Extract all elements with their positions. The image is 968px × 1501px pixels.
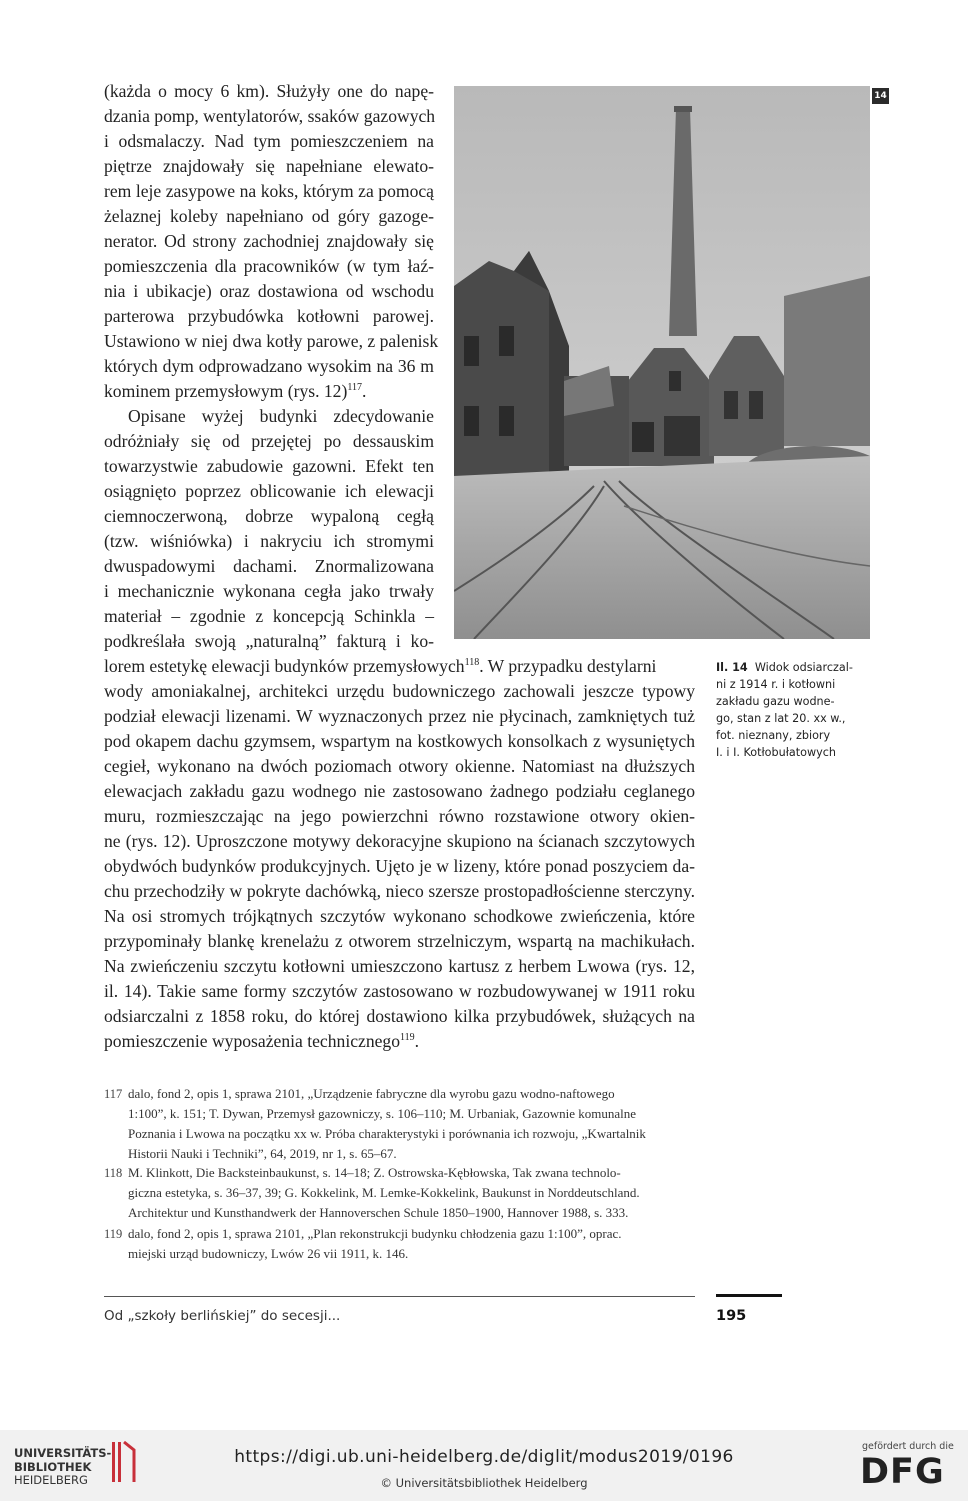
text-line: nerator. Od strony zachodniej znajdowały się [104, 231, 434, 251]
caption-line: zakładu gazu wodne- [716, 695, 835, 708]
text-line: dwuspadowymi dachami. Znormalizowana [104, 556, 434, 576]
footnote-line: miejski urząd budowniczy, Lwów 26 vii 1911, k. 146. [128, 1246, 409, 1261]
text-line: piętrze znajdowały się napełniane elewato- [104, 156, 434, 176]
text-line: podział elewacji lizenami. W wyznaczonych przez nie płycinach, zamkniętych tuż [104, 706, 695, 726]
text-line: materiał – zgodnie z koncepcją Schinkla – [104, 606, 434, 626]
text-line: których dym odprowadzano wysokim na 36 m [104, 356, 434, 376]
footer-rule [104, 1296, 695, 1297]
text-line: podkreślała swoją „naturalną” fakturą i ko- [104, 631, 434, 651]
footnote-ref-117[interactable]: 117 [347, 382, 362, 394]
footnote-number: 119 [104, 1227, 123, 1241]
footnote-ref-118[interactable]: 118 [464, 657, 480, 669]
caption-line: ni z 1914 r. i kotłowni [716, 678, 836, 691]
text-line: (tzw. wiśniówka) i nakryciu ich stromymi [104, 531, 434, 551]
text-line: cegieł, wykonano na dwóch poziomach otwory okienne. Natomiast na dłuższych [104, 756, 695, 776]
figure-number-badge: 14 [872, 88, 889, 104]
footnote-line: Poznania i Lwowa na początku xx w. Próba charakterystyki i porównania ich rozwoju, „Kwartalnik [128, 1126, 646, 1141]
text-line: i odsmalaczy. Nad tym pomieszczeniem na [104, 131, 434, 151]
caption-label: Il. 14 [716, 661, 748, 674]
dfg-logo[interactable]: DFG [860, 1452, 945, 1492]
footnote-line: M. Klinkott, Die Backsteinbaukunst, s. 14–18; Z. Ostrowska-Kębłowska, Tak zwana technolo- [128, 1165, 621, 1180]
text-line: nia i ubikacje) oraz dostawiona od wschodu [104, 281, 434, 301]
text-line: parterowa przybudówka kotłowni parowej. [104, 306, 434, 326]
figure-caption [716, 659, 864, 761]
text-line: wody amoniakalnej, architekci urzędu budowniczego zachowali jeszcze typowy [104, 681, 695, 701]
text-line: osiągnięto poprzez oblicowanie ich elewacji [104, 481, 434, 501]
text-line: odsiarczalni z 1858 roku, do której dostawiono kilka przybudówek, służących na [104, 1006, 695, 1026]
factory-photo-image [454, 86, 870, 639]
footnote-line: 1:100”, k. 151; T. Dywan, Przemysł gazowniczy, s. 106–110; M. Urbaniak, Gazownie komunalne [128, 1106, 636, 1121]
footnote-line: Historii Nauki i Techniki”, 64, 2019, nr 1, s. 65–67. [128, 1146, 397, 1161]
caption-line: fot. nieznany, zbiory [716, 729, 831, 742]
running-head: Od „szkoły berlińskiej” do secesji... [104, 1308, 341, 1324]
text-line: chu przechodziły w pokryte dachówką, nieco szersze prostopadłościenne sterczyny. [104, 881, 695, 901]
text-line: towarzystwie zabudowie gazowni. Efekt ten [104, 456, 434, 476]
footnote-line: dalo, fond 2, opis 1, sprawa 2101, „Plan rekonstrukcji budynku chłodzenia gazu 1:100”, oprac. [128, 1226, 622, 1241]
footnote-line: giczna estetyka, s. 36–37, 39; G. Kokkelink, M. Lemke-Kokkelink, Baukunst in Norddeutschland. [128, 1185, 640, 1200]
caption-line: Il. 14 Widok odsiarczal- [716, 661, 853, 674]
text-line: i mechanicznie wykonana cegła jako trwały [104, 581, 434, 601]
footnote-line: Architektur und Kunsthandwerk der Hannoverschen Schule 1850–1900, Hannover 1988, s. 333. [128, 1205, 629, 1220]
text-line: ne (rys. 12). Uproszczone motywy dekoracyjne skupiono na ścianach szczytowych [104, 831, 695, 851]
text-line: rem leje zasypowe na koks, którym za pomocą [104, 181, 434, 201]
text-line: pomieszczenie wyposażenia technicznego$^{119}$. [104, 1031, 420, 1051]
library-name[interactable]: UNIVERSITÄTS- BIBLIOTHEK HEIDELBERG [14, 1446, 112, 1487]
text-line: przypominały blankę krenelażu z otworem strzelniczym, wspartą na machikułach. [104, 931, 695, 951]
caption-line: I. i I. Kotłobułatowych [716, 746, 836, 759]
text-line: dzania pomp, wentylatorów, ssaków gazowych [104, 106, 436, 126]
figure-14-photo [454, 86, 870, 639]
text-line: pomieszczenia dla pracowników (w tym łaź- [104, 256, 434, 276]
text-line: obydwóch budynków produkcyjnych. Ujęto je w lizeny, które ponad poszyciem da- [104, 856, 695, 876]
text-line: Opisane wyżej budynki zdecydowanie [128, 406, 434, 426]
footnote-ref-119[interactable]: 119 [400, 1032, 415, 1044]
text-line: muru, rozmieszczając na jego powierzchni równo rozstawione otwory okien- [104, 806, 695, 826]
text-line: ciemnoczerwoną, dobrze wypaloną cegłą [104, 506, 434, 526]
text-line: Na osi stromych trójkątnych szczytów wykonano schodkowe zwieńczenia, które [104, 906, 695, 926]
copyright-notice: © Universitätsbibliothek Heidelberg [380, 1476, 588, 1490]
text-line: kominem przemysłowym (rys. 12)$^{117}$. [104, 381, 367, 401]
page-number: 195 [716, 1308, 747, 1324]
footnote-number: 117 [104, 1087, 123, 1101]
source-url-link[interactable]: https://digi.ub.uni-heidelberg.de/diglit/modus2019/0196 [234, 1447, 734, 1467]
text-line: odróżniały się od przejętej po dessauskim [104, 431, 434, 451]
footnote-number: 118 [104, 1166, 123, 1180]
footnote-line: dalo, fond 2, opis 1, sprawa 2101, „Urządzenie fabryczne dla wyrobu gazu wodno-naftowego [128, 1086, 615, 1101]
text-line: lorem estetykę elewacji budynków przemysłowych$^{118}$. W przypadku destylarni [104, 656, 657, 676]
text-line: Ustawiono w niej dwa kotły parowe, z palenisk [104, 331, 439, 351]
text-line: Na zwieńczeniu szczytu kotłowni umieszczono kartusz z herbem Lwowa (rys. 12, [104, 956, 695, 976]
caption-line: go, stan z lat 20. xx w., [716, 712, 846, 725]
page-number-rule [716, 1294, 782, 1297]
funder-note: gefördert durch die [862, 1441, 954, 1452]
text-line: il. 14). Takie same formy szczytów zastosowano w rozbudowywanej w 1911 roku [104, 981, 695, 1001]
text-line: (każda o mocy 6 km). Służyły one do napę- [104, 81, 434, 101]
text-line: pod okapem dachu gzymsem, wspartym na kostkowych konsolkach z wysuniętych [104, 731, 695, 751]
text-line: elewacjach zakładu gazu wodnego nie zastosowano żadnego podziału ceglanego [104, 781, 695, 801]
text-line: żelaznej koleby napełniano od góry gazoge- [104, 206, 434, 226]
